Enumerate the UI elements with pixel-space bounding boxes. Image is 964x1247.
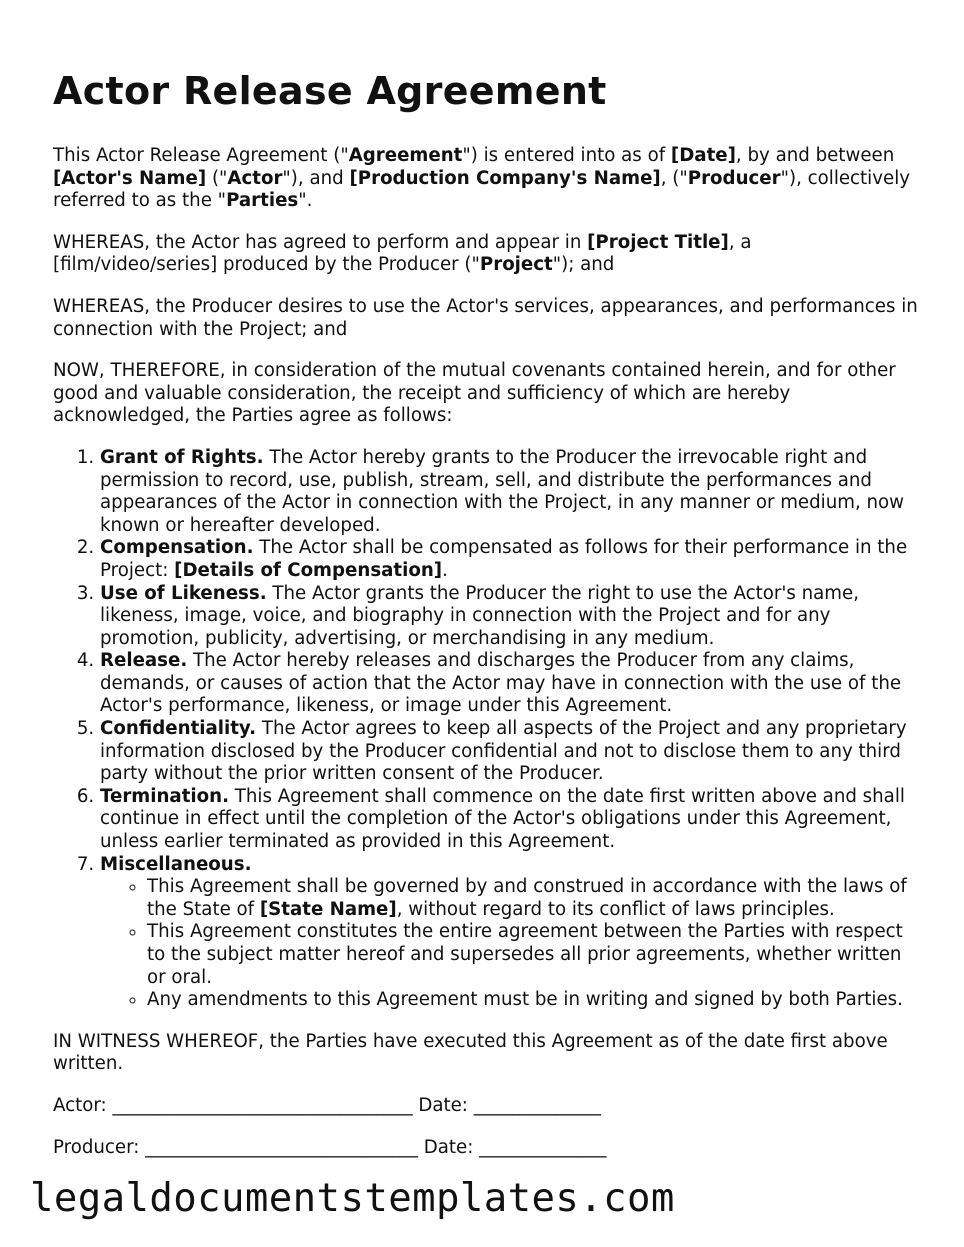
clause-text: The Actor grants the Producer the right to use the Actor's name, likeness, image, voice, and biography in connection with the Project and for any promotion, publicity, advertising, or merchandising in any medium.	[100, 582, 859, 649]
sub-clause-text: This Agreement constitutes the entire agreement between the Parties with respect to the subject matter hereof and supersedes all prior agreements, whether written or oral.	[147, 921, 903, 988]
clause-text: The Actor hereby grants to the Producer the irrevocable right and permission to record, use, publish, stream, sell, and distribute the performances and appearances of the Actor in connection with the Project, in any manner or medium, now known or hereafter developed.	[100, 446, 905, 536]
clause-miscellaneous	[100, 854, 918, 1012]
clause-text: .	[442, 559, 448, 581]
compensation-placeholder: [Details of Compensation]	[174, 559, 443, 581]
project-title-placeholder: [Project Title]	[587, 231, 729, 253]
intro-text: This Actor Release Agreement ("	[53, 145, 349, 166]
whereas-text: WHEREAS, the Actor has agreed to perform and appear in	[53, 231, 588, 253]
intro-text: ("	[206, 167, 228, 189]
clause-compensation	[100, 537, 918, 582]
clause-grant-of-rights	[100, 447, 918, 537]
defined-term-actor: Actor	[227, 167, 283, 189]
defined-term-agreement: Agreement	[348, 145, 463, 166]
actor-signature-line: Actor: _________________________________ Date: ______________	[53, 1094, 602, 1116]
intro-text: "), collectively referred to as the "	[53, 167, 911, 212]
clause-release	[100, 650, 918, 718]
whereas-text: "); and	[552, 254, 615, 276]
defined-term-producer: Producer	[687, 167, 781, 189]
intro-text: "), and	[282, 167, 350, 189]
producer-signature-line: Producer: ______________________________ Date: ______________	[53, 1136, 607, 1158]
clause-heading: Confidentiality.	[100, 718, 257, 740]
whereas-paragraph-1	[53, 232, 918, 277]
whereas-text: , a [film/video/series] produced by the Producer ("	[53, 231, 752, 276]
watermark-text: legaldocumentstemplates.com	[30, 1176, 675, 1221]
miscellaneous-sublist	[100, 876, 918, 1012]
clause-text: The Actor shall be compensated as follows for their performance in the Project:	[100, 537, 908, 581]
clause-heading: Use of Likeness.	[100, 582, 267, 604]
intro-text: , ("	[660, 167, 688, 189]
date-placeholder: [Date]	[670, 145, 736, 166]
clause-text: The Actor hereby releases and discharges the Producer from any claims, demands, or causes of action that the Actor may have in connection with the use of the Actor's performance, likeness, or image under this Agreement.	[100, 650, 902, 717]
clause-confidentiality	[100, 718, 918, 786]
intro-text: ") is entered into as of	[462, 145, 671, 166]
clause-heading: Compensation.	[100, 537, 254, 559]
witness-paragraph: IN WITNESS WHEREOF, the Parties have executed this Agreement as of the date first above written.	[53, 1030, 888, 1075]
sub-clause-text: Any amendments to this Agreement must be in writing and signed by both Parties.	[147, 989, 903, 1011]
clause-text: The Actor agrees to keep all aspects of the Project and any proprietary information disclosed by the Producer confidential and not to disclose them to any third party without the prior written consent of the Producer.	[100, 718, 907, 785]
document-page	[53, 66, 918, 1178]
defined-term-parties: Parties	[226, 190, 299, 212]
whereas-paragraph-2: WHEREAS, the Producer desires to use the Actor's services, appearances, and performances in connection with the Project; and	[53, 295, 918, 340]
clause-use-of-likeness	[100, 583, 918, 651]
actor-name-placeholder: [Actor's Name]	[53, 167, 207, 189]
state-name-placeholder: [State Name]	[259, 898, 397, 920]
sub-clause-text: This Agreement shall be governed by and construed in accordance with the laws of the State of	[147, 876, 907, 920]
clause-heading: Release.	[100, 650, 188, 672]
clause-termination	[100, 786, 918, 854]
sub-clause-amendments	[147, 989, 918, 1012]
clause-heading: Grant of Rights.	[100, 446, 264, 468]
clause-text: This Agreement shall commence on the date first written above and shall continue in effect until the completion of the Actor's obligations under this Agreement, unless earlier terminated as provided in this Agreement.	[100, 785, 905, 853]
clause-heading: Miscellaneous.	[100, 853, 252, 875]
intro-text: ".	[298, 190, 313, 212]
defined-term-project: Project	[479, 254, 553, 276]
now-therefore-paragraph: NOW, THEREFORE, in consideration of the mutual covenants contained herein, and for other good and valuable consideration, the receipt and sufficiency of which are hereby acknowledged, the Parties agree as follows:	[53, 360, 896, 427]
document-title: Actor Release Agreement	[53, 69, 607, 113]
intro-text: , by and between	[735, 145, 895, 166]
sub-clause-entire-agreement	[147, 921, 918, 989]
sub-clause-governing-law	[147, 876, 918, 921]
clause-list	[53, 447, 918, 1012]
sub-clause-text: , without regard to its conflict of laws principles.	[396, 898, 835, 920]
clause-heading: Termination.	[100, 785, 229, 807]
production-company-placeholder: [Production Company's Name]	[349, 167, 661, 189]
intro-paragraph	[53, 145, 918, 213]
